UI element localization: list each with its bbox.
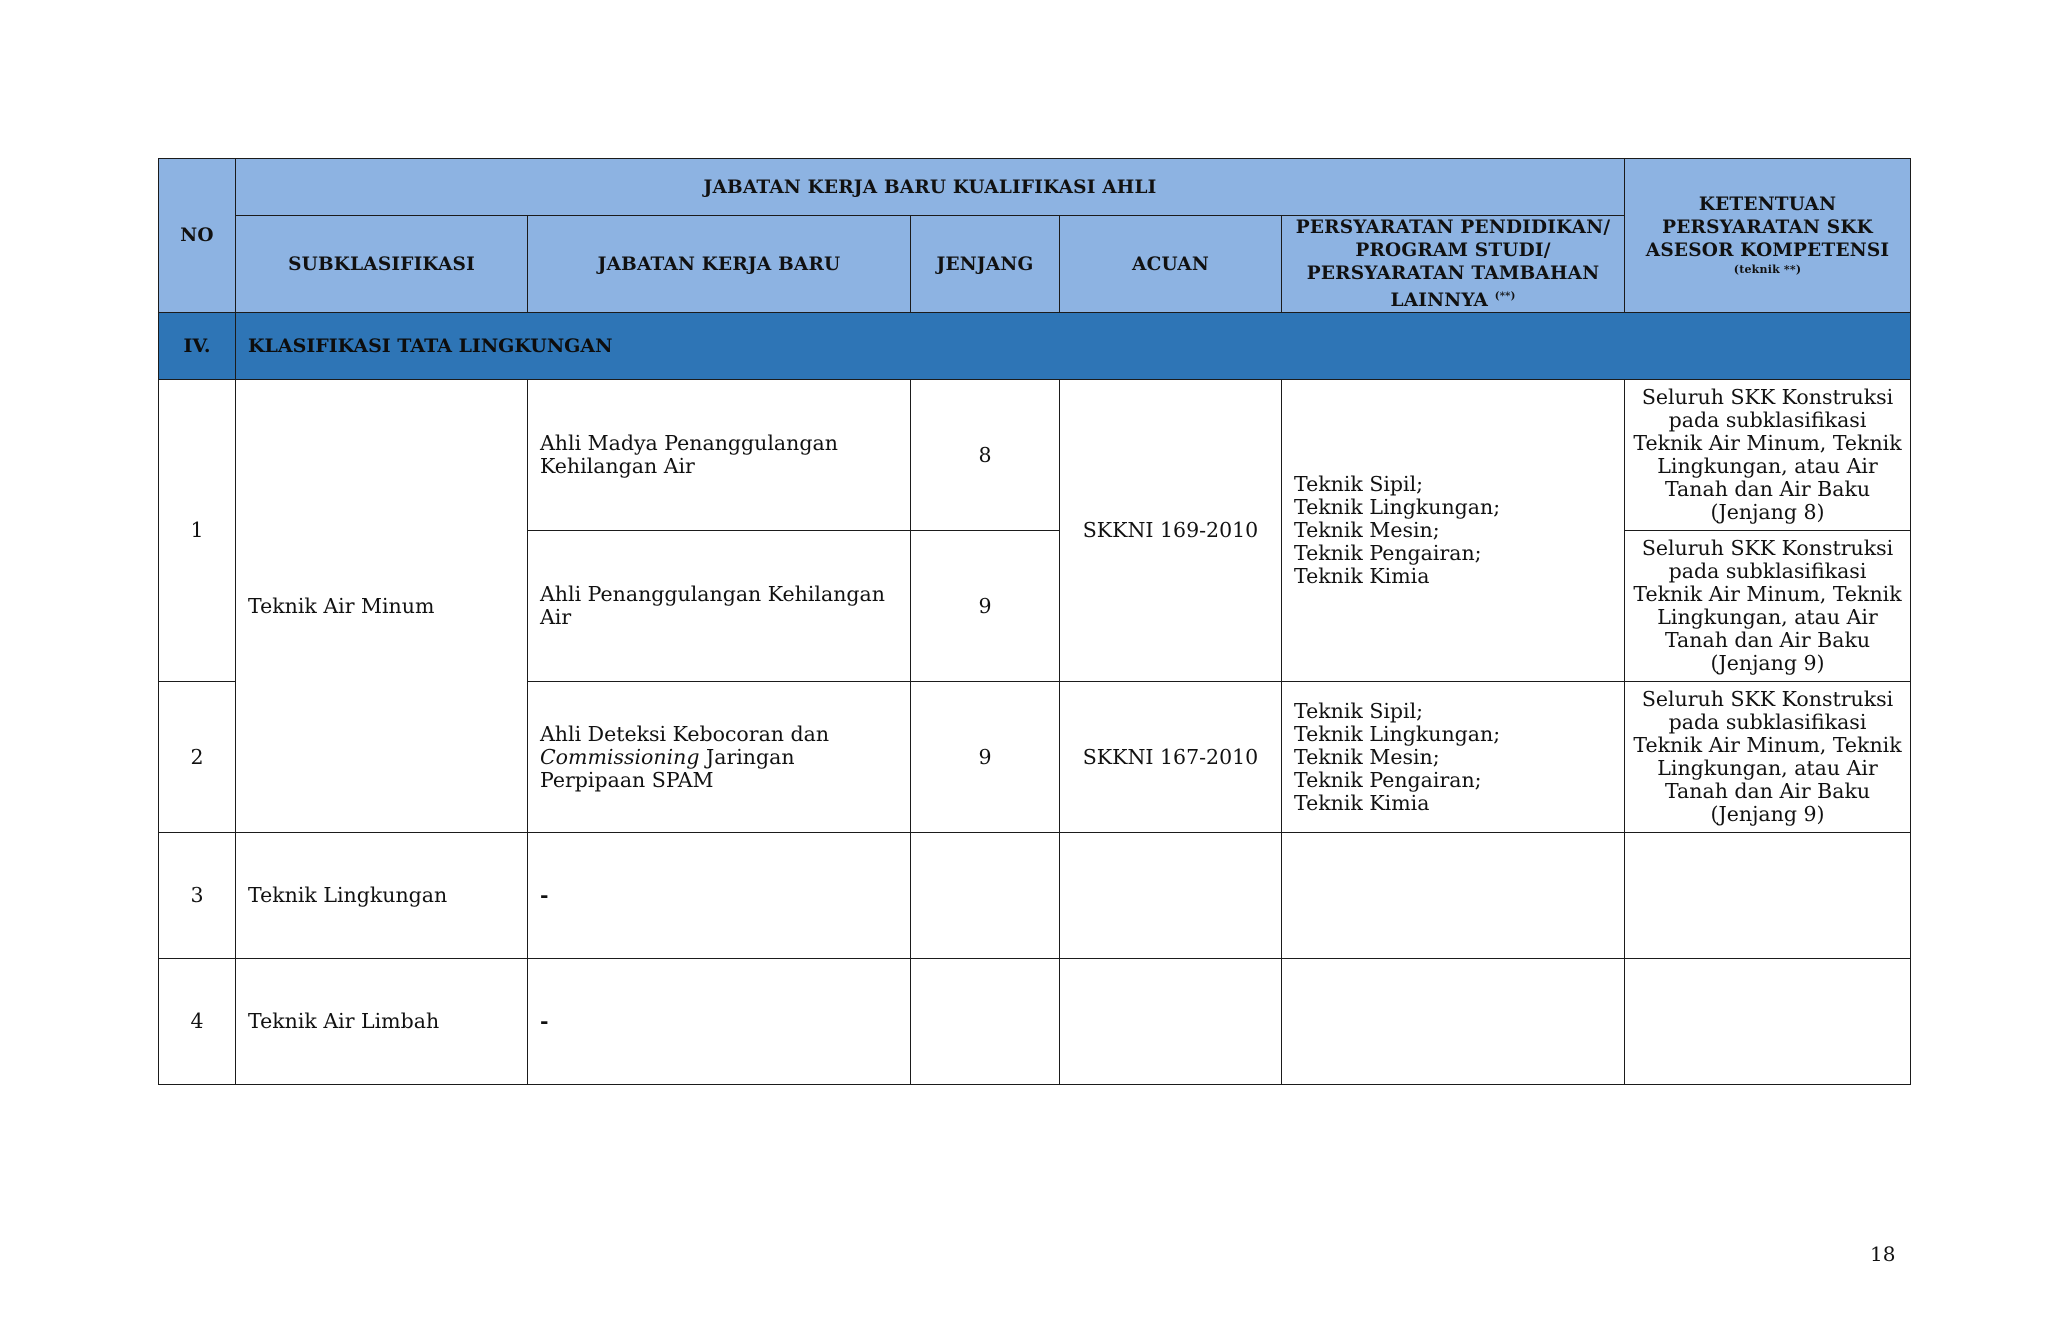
header-ketentuan: [1625, 159, 1911, 313]
row2-jabatan: [528, 682, 911, 833]
section-no: IV.: [159, 313, 236, 380]
header-subklasifikasi: SUBKLASIFIKASI: [236, 216, 528, 313]
header-persyaratan: [1282, 216, 1625, 313]
row2-jabatan-italic: Commissioning: [540, 744, 700, 769]
row4-ketentuan: [1625, 959, 1911, 1085]
row3-jabatan: -: [528, 833, 911, 959]
row2-jabatan-rest: Jaringan Perpipaan SPAM: [540, 744, 795, 792]
row1-jabatan-a: Ahli Madya Penanggulangan Kehilangan Air: [528, 380, 911, 531]
header-ketentuan-label: KETENTUAN PERSYARATAN SKK ASESOR KOMPETENSI: [1645, 194, 1890, 262]
row4-subklasifikasi: Teknik Air Limbah: [236, 959, 528, 1085]
row1-pers-line: Teknik Lingkungan;: [1294, 495, 1501, 520]
row2-jenjang: 9: [911, 682, 1060, 833]
row2-jabatan-line2: [540, 746, 902, 792]
row2-pers-line: Teknik Sipil;: [1294, 698, 1424, 723]
row3-ketentuan: [1625, 833, 1911, 959]
row1-jenjang-a: 8: [911, 380, 1060, 531]
row3-persyaratan: [1282, 833, 1625, 959]
row4-acuan: [1060, 959, 1282, 1085]
header-group: JABATAN KERJA BARU KUALIFIKASI AHLI: [236, 159, 1625, 216]
row3-acuan: [1060, 833, 1282, 959]
row2-no: 2: [159, 682, 236, 833]
row1-pers-line: Teknik Sipil;: [1294, 472, 1424, 497]
row3-no: 3: [159, 833, 236, 959]
header-no: NO: [159, 159, 236, 313]
row2-ketentuan: Seluruh SKK Konstruksi pada subklasifikasi Teknik Air Minum, Teknik Lingkungan, atau Air Tanah dan Air Baku (Jenjang 9): [1625, 682, 1911, 833]
row4-jabatan: -: [528, 959, 911, 1085]
row1-no: 1: [159, 380, 236, 682]
header-jenjang: JENJANG: [911, 216, 1060, 313]
header-acuan: ACUAN: [1060, 216, 1282, 313]
section-title: KLASIFIKASI TATA LINGKUNGAN: [236, 313, 1911, 380]
row4-no: 4: [159, 959, 236, 1085]
row1-pers-line: Teknik Pengairan;: [1294, 541, 1482, 566]
row2-persyaratan: [1282, 682, 1625, 833]
row2-pers-line: Teknik Pengairan;: [1294, 767, 1482, 792]
row1-ketentuan-a: Seluruh SKK Konstruksi pada subklasifikasi Teknik Air Minum, Teknik Lingkungan, atau Air Tanah dan Air Baku (Jenjang 8): [1625, 380, 1911, 531]
row2-jabatan-line1: Ahli Deteksi Kebocoran dan: [540, 721, 830, 746]
row3-jenjang: [911, 833, 1060, 959]
header-persyaratan-mark: (**): [1494, 291, 1516, 302]
row4-jenjang: [911, 959, 1060, 1085]
row1-jenjang-b: 9: [911, 531, 1060, 682]
header-ketentuan-note: (teknik **): [1733, 263, 1802, 277]
header-jabatan: JABATAN KERJA BARU: [528, 216, 911, 313]
row1-persyaratan: [1282, 380, 1625, 682]
row1-pers-line: Teknik Mesin;: [1294, 518, 1440, 543]
row2-pers-line: Teknik Lingkungan;: [1294, 721, 1501, 746]
header-persyaratan-label: PERSYARATAN PENDIDIKAN/ PROGRAM STUDI/ PERSYARATAN TAMBAHAN LAINNYA: [1295, 217, 1611, 312]
row4-persyaratan: [1282, 959, 1625, 1085]
row2-pers-line: Teknik Mesin;: [1294, 744, 1440, 769]
row1-pers-line: Teknik Kimia: [1294, 564, 1430, 589]
kualifikasi-table: [158, 158, 1911, 1085]
row1-acuan: SKKNI 169-2010: [1060, 380, 1282, 682]
row1-ketentuan-b: Seluruh SKK Konstruksi pada subklasifikasi Teknik Air Minum, Teknik Lingkungan, atau Air Tanah dan Air Baku (Jenjang 9): [1625, 531, 1911, 682]
row3-subklasifikasi: Teknik Lingkungan: [236, 833, 528, 959]
row2-pers-line: Teknik Kimia: [1294, 790, 1430, 815]
row1-subklasifikasi: Teknik Air Minum: [236, 380, 528, 833]
row1-jabatan-b: Ahli Penanggulangan Kehilangan Air: [528, 531, 911, 682]
page-number: 18: [1870, 1242, 1896, 1266]
row2-acuan: SKKNI 167-2010: [1060, 682, 1282, 833]
